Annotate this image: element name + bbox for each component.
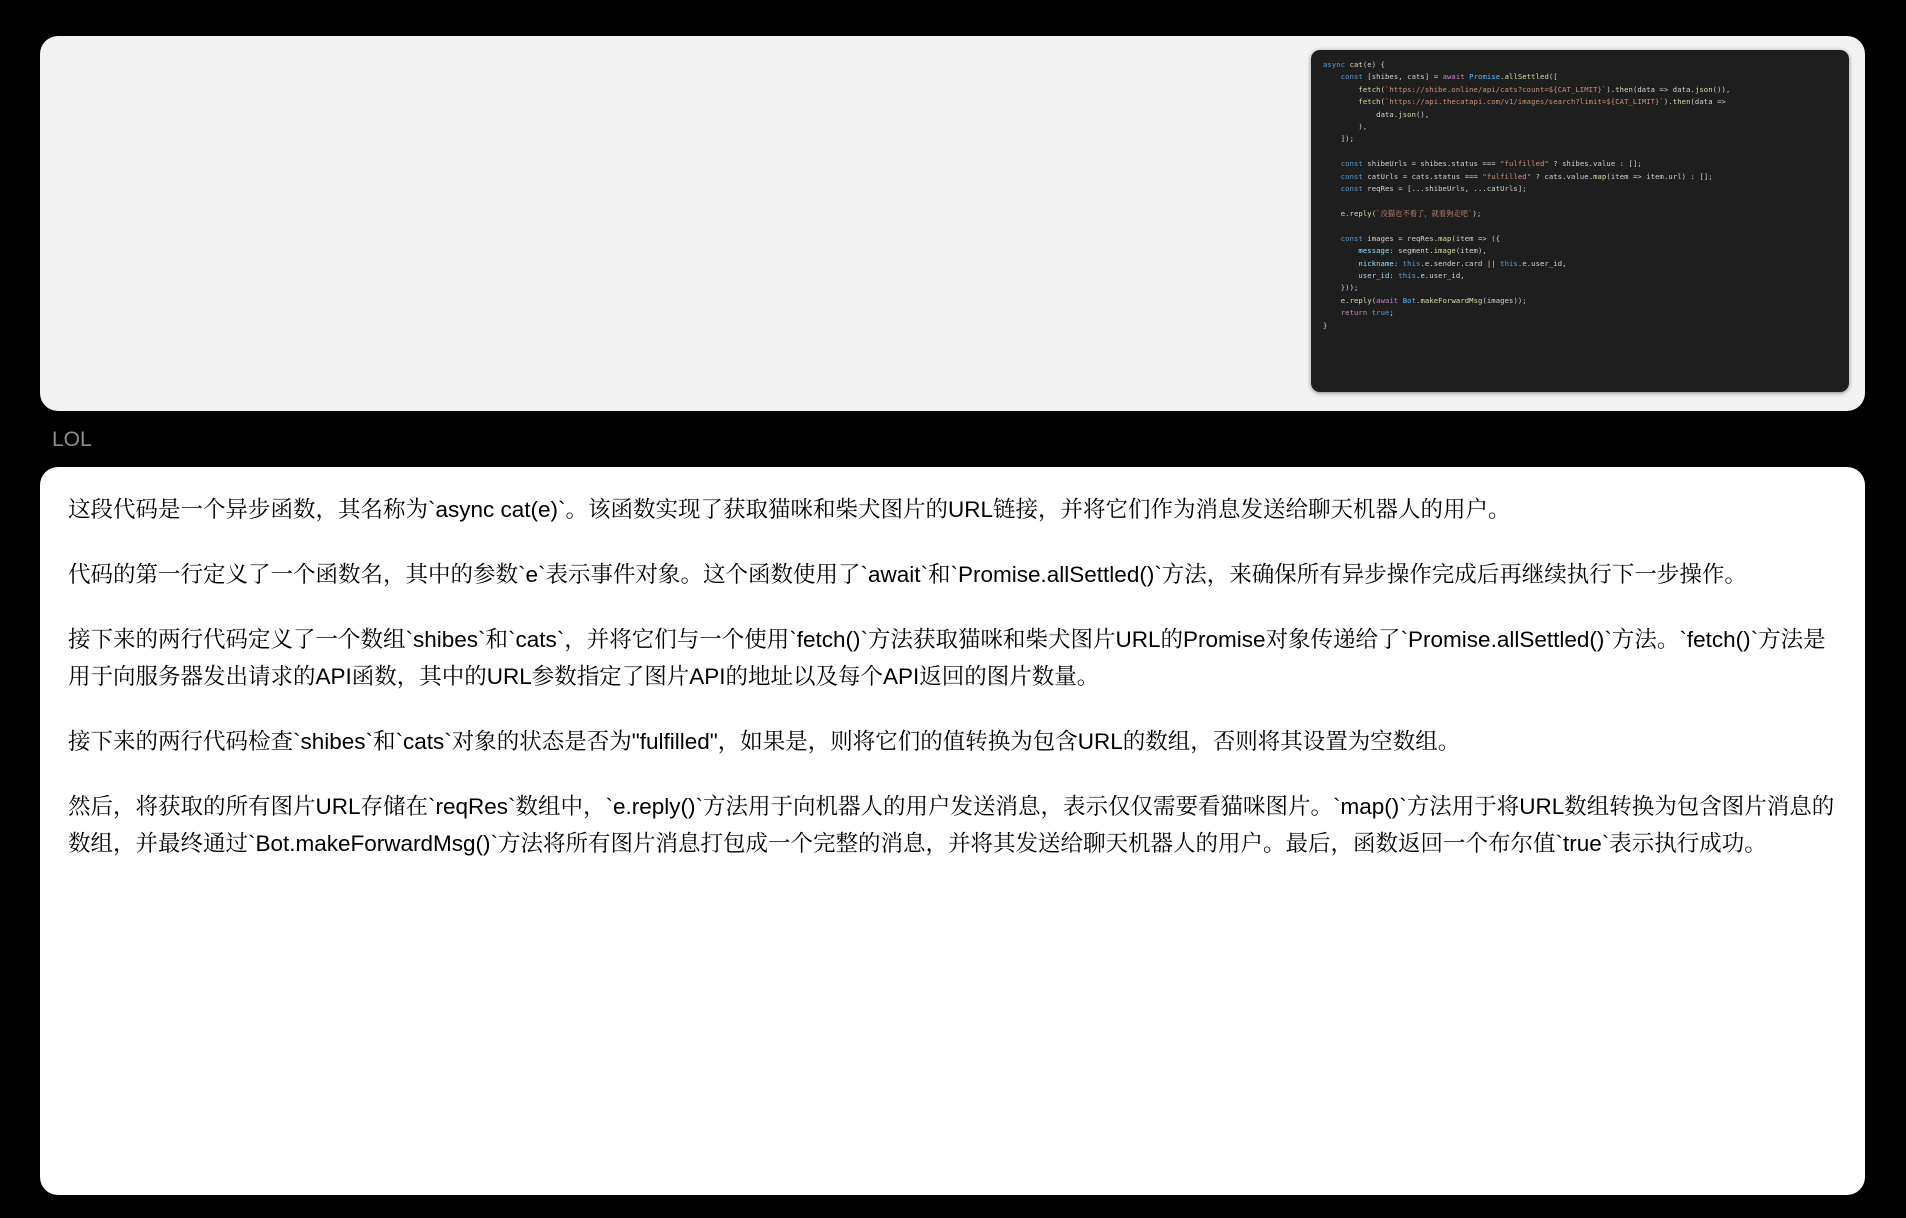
- answer-paragraph: 这段代码是一个异步函数，其名称为`async cat(e)`。该函数实现了获取猫咪和柴犬图片的URL链接，并将它们作为消息发送给聊天机器人的用户。: [68, 497, 1511, 522]
- answer-paragraph: 接下来的两行代码定义了一个数组`shibes`和`cats`，并将它们与一个使用`fetch()`方法获取猫咪和柴犬图片URL的Promise对象传递给了`Promise.allSettled()`方法。`fetch()`方法是用于向服务器发出请求的API函数，其中的URL参数指定了图片API的地址以及每个API返回的图片数量。: [68, 627, 1826, 689]
- code-block: async cat(e) { const [shibes, cats] = await Promise.allSettled([ fetch(`https://shibe.online/api/cats?count=${CAT_LIMIT}`).then(data => data.json()), fetch(`https://api.thecatapi.com/v1/images/search?limit=${CAT_LIMIT}`).then(data => data.json(), ), ]); const shibeUrls = shibes.status === "fulfilled" ? shibes.value : []; const catUrls = cats.status === "fulfilled" ? cats.value.map(item => item.url) : []; const reqRes = [...shibeUrls, ...catUrls]; e.reply(`没猫也不看了，就看狗走吧`); const images = reqRes.map(item => ({ message: segment.image(item), nickname: this.e.sender.card || this.e.user_id, user_id: this.e.user_id, })); e.reply(await Bot.makeForwardMsg(images)); return true; }: [1323, 60, 1731, 330]
- code-screenshot-thumbnail[interactable]: [1303, 42, 1855, 400]
- image-caption: LOL: [52, 428, 92, 451]
- message-card-image: [40, 36, 1865, 411]
- answer-paragraph: 接下来的两行代码检查`shibes`和`cats`对象的状态是否为"fulfilled"，如果是，则将它们的值转换为包含URL的数组，否则将其设置为空数组。: [68, 729, 1461, 754]
- answer-paragraph: 然后，将获取的所有图片URL存储在`reqRes`数组中，`e.reply()`方法用于向机器人的用户发送消息，表示仅仅需要看猫咪图片。`map()`方法用于将URL数组转换为包含图片消息的数组，并最终通过`Bot.makeForwardMsg()`方法将所有图片消息打包成一个完整的消息，并将其发送给聊天机器人的用户。最后，函数返回一个布尔值`true`表示执行成功。: [68, 794, 1835, 856]
- code-window: [1311, 50, 1849, 392]
- answer-paragraph: 代码的第一行定义了一个函数名，其中的参数`e`表示事件对象。这个函数使用了`await`和`Promise.allSettled()`方法，来确保所有异步操作完成后再继续执行下一步操作。: [68, 562, 1747, 587]
- answer-card: [40, 467, 1865, 1195]
